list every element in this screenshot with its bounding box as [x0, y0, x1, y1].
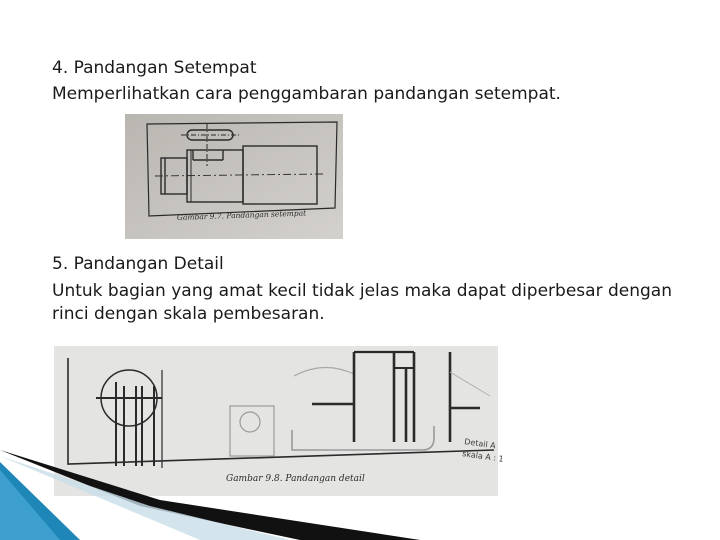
detail-label-1: Detail A [463, 437, 497, 451]
section-4-heading: 4. Pandangan Setempat [52, 58, 257, 78]
section-5-heading: 5. Pandangan Detail [52, 254, 224, 274]
section-5-description: Untuk bagian yang amat kecil tidak jelas maka dapat diperbesar dengan rinci dengan skala pembesaran. [52, 281, 672, 324]
figure-2-caption: Gambar 9.8. Pandangan detail [226, 474, 365, 484]
light-blue-corner-shape [0, 470, 60, 540]
section-4-description: Memperlihatkan cara penggambaran pandangan setempat. [52, 84, 561, 104]
detail-label-2: skala A : 1 [461, 449, 505, 464]
slide-corner-decoration [0, 440, 420, 540]
partial-view-drawing-photo [125, 114, 343, 239]
figure-1-caption: Gambar 9.7. Pandangan setempat [176, 208, 307, 222]
photo-shading [125, 114, 343, 239]
